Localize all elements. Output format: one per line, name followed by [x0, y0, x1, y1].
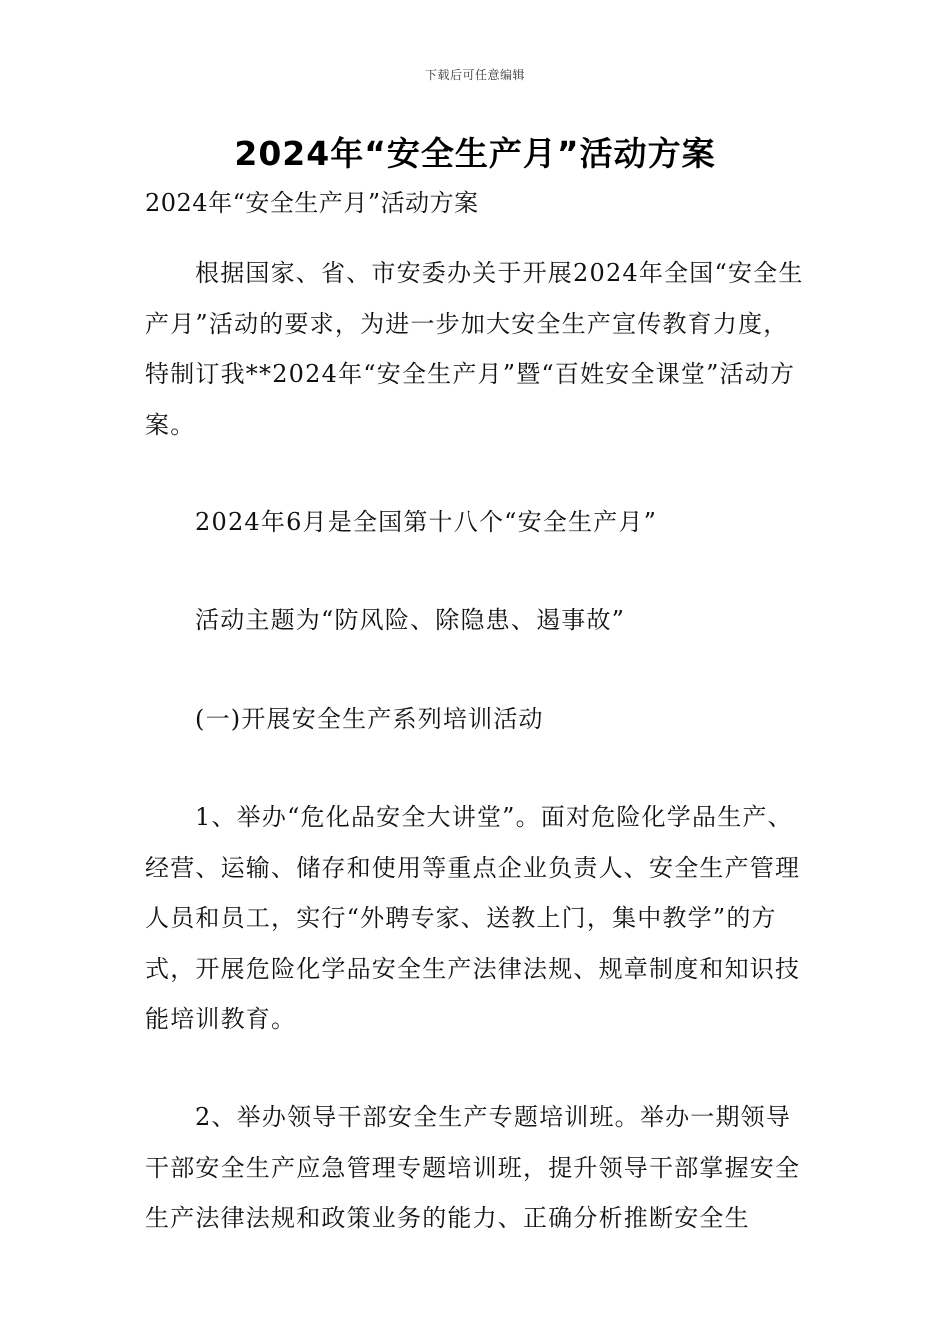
document-title: 2024年“安全生产月”活动方案 [234, 134, 716, 173]
document-subtitle: 2024年“安全生产月”活动方案 [145, 189, 479, 217]
section-heading-training: (一)开展安全生产系列培训活动 [195, 705, 544, 733]
paragraph-item-1: 1、举办“危化品安全大讲堂”。面对危险化学品生产、经营、运输、储存和使用等重点企业负责人、安全生产管理人员和员工，实行“外聘专家、送教上门，集中教学”的方式，开展危险化学品安全生产法律法规、规章制度和知识技能培训教育。 [145, 803, 801, 1033]
paragraph-theme: 活动主题为“防风险、除隐患、遏事故” [195, 606, 626, 634]
paragraph-intro: 根据国家、省、市安委办关于开展2024年全国“安全生产月”活动的要求，为进一步加大安全生产宣传教育力度，特制订我**2024年“安全生产月”暨“百姓安全课堂”活动方案。 [145, 259, 804, 439]
paragraph-item-2: 2、举办领导干部安全生产专题培训班。举办一期领导干部安全生产应急管理专题培训班，提升领导干部掌握安全生产法律法规和政策业务的能力、正确分析推断安全生 [145, 1103, 801, 1232]
paragraph-month: 2024年6月是全国第十八个“安全生产月” [195, 508, 658, 536]
header-note: 下载后可任意编辑 [424, 68, 525, 82]
